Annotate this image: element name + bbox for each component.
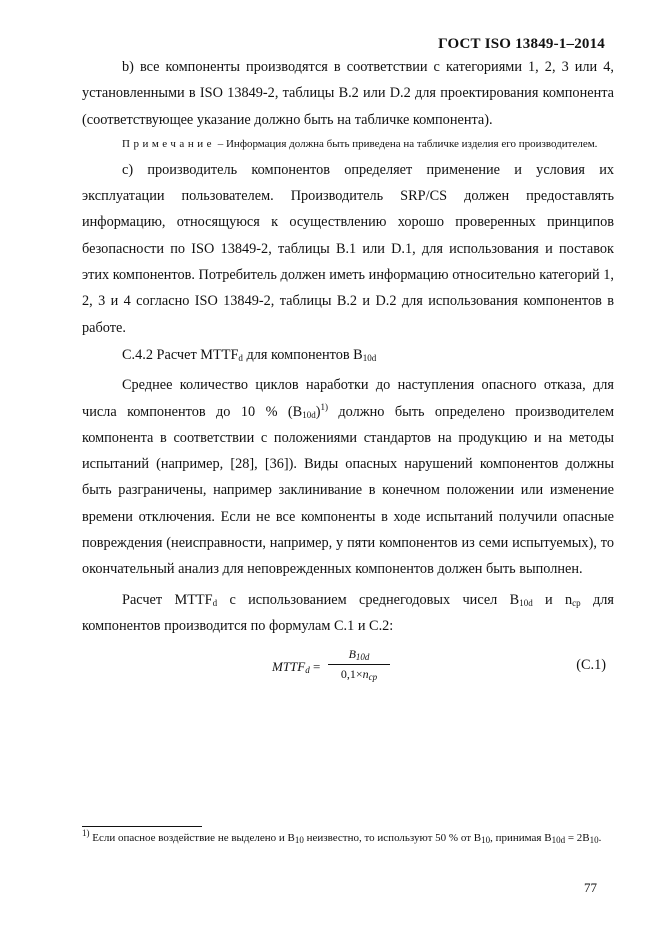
p2-part2: с использованием среднегодовых чисел B [217,591,520,608]
fn-sub2: 10 [481,835,491,845]
formula-equals: = [309,659,321,675]
footnote [82,829,612,847]
formula-denominator [328,665,390,682]
note-label: Примечание [122,137,215,150]
formula-fraction [328,647,390,682]
p2-sub2: 10d [519,597,533,608]
fn-part1: Если опасное воздействие не выделено и B [89,832,295,844]
note [82,134,614,154]
fn-part5: . [598,832,602,844]
p2-part1: Расчет MTTF [122,591,213,608]
fn-part4: = 2B [565,832,590,844]
formula-number: (С.1) [576,657,606,674]
fn-sub3: 10d [551,835,566,845]
p2-sub1: d [212,597,218,608]
subheading-prefix: С.4.2 Расчет MTTF [122,346,239,363]
p2-part4: для компонентов производится по формулам С.1 и С.2: [82,591,614,634]
fn-part2: неизвестно, то используют 50 % от B [303,832,482,844]
document-header: ГОСТ ISO 13849-1–2014 [438,36,605,52]
footnote-mark: 1) [82,828,90,838]
fn-sub1: 10 [294,835,304,845]
formula-lhs-var: MTTF [272,659,306,675]
p1-part3: должно быть определено производителем компонента в соответствии с положениями стандартов на продукцию и на методы испытаний (например, [28], [36]). Виды опасных нарушений компонентов должны быть разграничены, например заклинивание в конечном положении или изменение времени отключения. Если не все компоненты в ходе испытаний получили опасные повреждения (неисправности, например, у пяти компонентов из семи испытуемых), то окончательный анализ для неповрежденных компонентов должен быть выполнен. [82,403,614,578]
page-number: 77 [584,880,597,895]
formula-den-var: n [362,667,369,682]
formula-num-var: B [348,647,356,662]
fn-sub4: 10 [589,835,599,845]
formula-den-pre: 0,1× [340,667,363,682]
note-text: – Информация должна быть приведена на табличке изделия его производителем. [214,137,598,150]
subheading-sub-d: d [238,352,243,363]
fn-part3: , принимая B [490,832,552,844]
paragraph-b: b) все компоненты производятся в соответствии с категориями 1, 2, 3 или 4, установленными в ISO 13849-2, таблицы В.2 или D.2 для проектирования компонента (соответствующее указание должно быть на табличке компонента). [82,59,614,128]
p1-sub: 10d [302,409,316,420]
p1-part2: ) [315,403,321,420]
section-heading-c-4-2 [82,342,614,368]
page-body [82,54,614,701]
formula-numerator [328,647,390,665]
p1-part1: Среднее количество циклов наработки до наступления опасного отказа, для числа компонентов до 10 % (B [82,377,614,420]
subheading-sub-10d: 10d [362,352,377,363]
paragraph-b10d-definition [82,372,614,582]
p2-part3: и n [532,591,573,608]
footnote-divider [82,826,202,827]
subheading-middle: для компонентов B [242,346,363,363]
footnote-ref: 1) [320,401,328,412]
formula-den-sub: cp [368,672,378,683]
formula-lhs-sub: d [305,665,310,676]
paragraph-mttfd-calculation [82,587,614,640]
formula-c1 [82,645,614,701]
p2-sub3: cp [572,597,581,608]
formula-lhs [272,659,320,675]
formula-num-sub: 10d [355,652,370,663]
paragraph-c: с) производитель компонентов определяет применение и условия их эксплуатации пользователем. Производитель SRP/CS должен предоставлять информацию, относящуюся к осуществлению хорошо проверенных принципов безопасности по ISO 13849-2, таблицы В.1 или D.1, для использования и поставок этих компонентов. Потребитель должен иметь информацию относительно категорий 1, 2, 3 и 4 согласно ISO 13849-2, таблицы В.2 и D.2 для использования компонентов в работе. [82,161,614,336]
